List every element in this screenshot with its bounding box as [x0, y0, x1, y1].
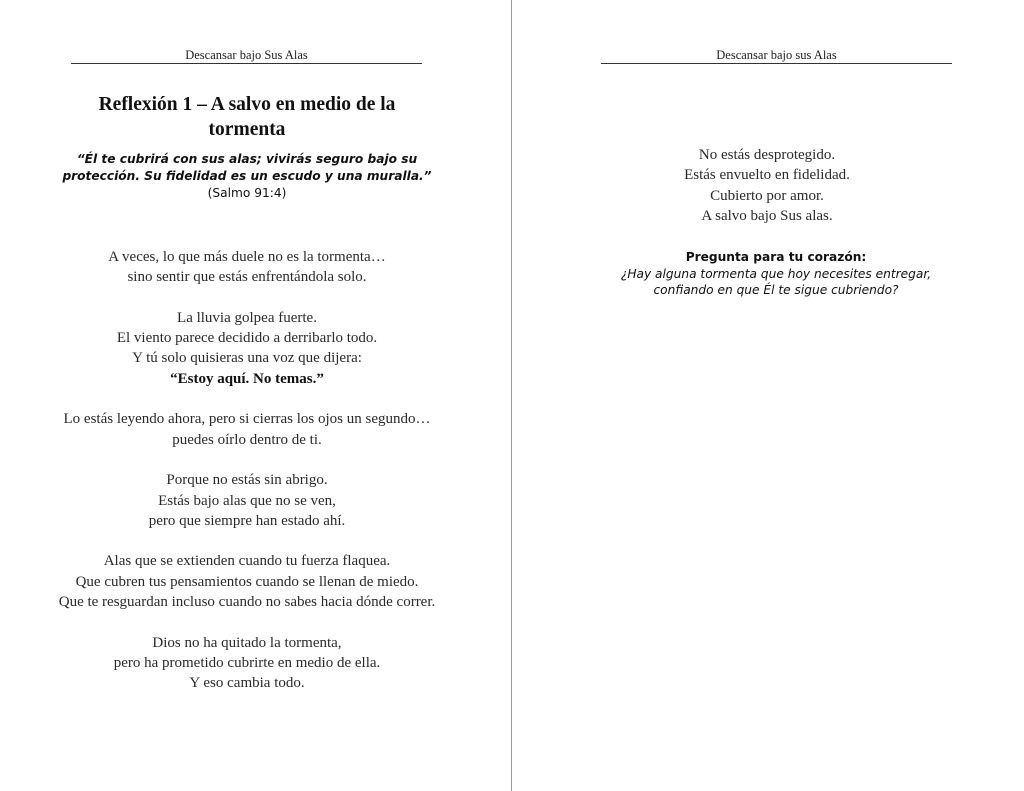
question-heading: Pregunta para tu corazón:	[685, 250, 867, 264]
epigraph	[55, 151, 439, 202]
epigraph-quote-line-2: protección. Su fidelidad es un escudo y una muralla.”	[62, 169, 432, 183]
paragraph-3	[48, 409, 446, 450]
text-line: La lluvia golpea fuerte.	[177, 309, 317, 326]
running-head-left: Descansar bajo Sus Alas	[185, 48, 308, 62]
paragraph-2	[48, 308, 446, 389]
epigraph-reference: (Salmo 91:4)	[207, 186, 287, 200]
text-line: pero ha prometido cubrirte en medio de ella.	[113, 654, 381, 671]
paragraph-5	[48, 551, 446, 612]
closing-line: No estás desprotegido.	[698, 147, 836, 163]
paragraph-4	[48, 470, 446, 531]
text-line: Y tú solo quisieras una voz que dijera:	[132, 350, 362, 367]
text-line: Porque no estás sin abrigo.	[166, 472, 328, 489]
text-line: El viento parece decidido a derribarlo todo.	[116, 330, 378, 347]
text-line: puedes oírlo dentro de ti.	[172, 431, 322, 448]
header-rule-left	[71, 63, 422, 64]
text-line: A veces, lo que más duele no es la tormenta…	[108, 249, 386, 265]
text-line: pero que siempre han estado ahí.	[148, 512, 346, 529]
text-line: Alas que se extienden cuando tu fuerza flaquea.	[103, 553, 391, 570]
paragraph-6	[48, 633, 446, 694]
closing-line: Cubierto por amor.	[710, 187, 824, 204]
closing-line: Estás envuelto en fidelidad.	[684, 167, 850, 184]
text-line: sino sentir que estás enfrentándola solo.	[127, 269, 367, 286]
right-page	[513, 0, 1024, 791]
header-rule-right	[601, 63, 952, 64]
epigraph-quote-line-1: “Él te cubrirá con sus alas; vivirás seguro bajo su	[76, 152, 418, 166]
left-page	[0, 0, 511, 791]
running-head-right: Descansar bajo sus Alas	[716, 48, 837, 62]
text-line: Dios no ha quitado la tormenta,	[152, 634, 342, 651]
emphasized-quote: “Estoy aquí. No temas.”	[170, 370, 324, 387]
question-line-2: confiando en que Él te sigue cubriendo?	[653, 283, 899, 297]
text-line: Que te resguardan incluso cuando no sabes hacia dónde correr.	[58, 594, 436, 611]
page-gutter	[511, 0, 512, 791]
closing-lines	[581, 145, 953, 226]
text-line: Lo estás leyendo ahora, pero si cierras los ojos un segundo…	[63, 411, 431, 428]
closing-line: A salvo bajo Sus alas.	[701, 207, 833, 224]
chapter-title: Reflexión 1 – A salvo en medio de la tormenta	[98, 94, 396, 140]
paragraph-1	[48, 247, 446, 288]
question-line-1: ¿Hay alguna tormenta que hoy necesites entregar,	[620, 266, 932, 281]
text-line: Que cubren tus pensamientos cuando se llenan de miedo.	[75, 573, 419, 590]
text-line: Estás bajo alas que no se ven,	[158, 492, 336, 509]
reflection-question	[581, 249, 971, 299]
text-line: Y eso cambia todo.	[189, 675, 305, 692]
reflection-body	[48, 247, 446, 714]
